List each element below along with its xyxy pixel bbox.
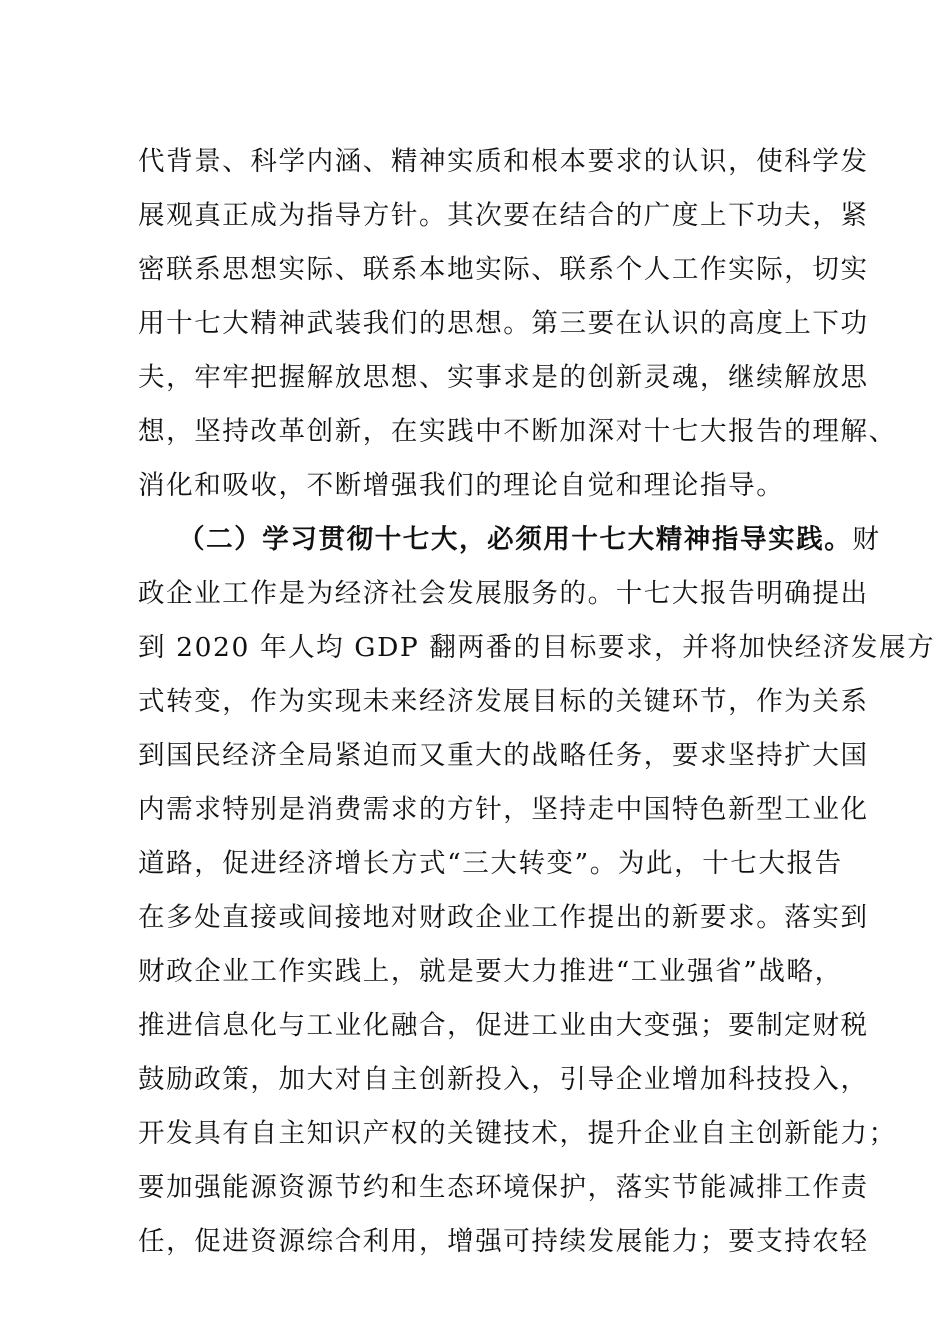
paragraph-line: 到 2020 年人均 GDP 翻两番的目标要求，并将加快经济发展方 <box>138 632 936 663</box>
heading-line-continuation: 财 <box>852 524 881 555</box>
paragraph-line: 鼓励政策，加大对自主创新投入，引导企业增加科技投入， <box>138 1064 869 1095</box>
paragraph-line: 在多处直接或间接地对财政企业工作提出的新要求。落实到 <box>138 902 869 933</box>
paragraph-line: 到国民经济全局紧迫而又重大的战略任务，要求坚持扩大国 <box>138 740 869 771</box>
paragraph-line: 政企业工作是为经济社会发展服务的。十七大报告明确提出 <box>138 578 869 609</box>
paragraph-line: 式转变，作为实现未来经济发展目标的关键环节，作为关系 <box>138 686 869 717</box>
paragraph-line: 内需求特别是消费需求的方针，坚持走中国特色新型工业化 <box>138 794 869 825</box>
paragraph-line: 密联系思想实际、联系本地实际、联系个人工作实际，切实 <box>138 254 869 285</box>
paragraph-line: 开发具有自主知识产权的关键技术，提升企业自主创新能力； <box>138 1118 897 1149</box>
paragraph-line: 要加强能源资源节约和生态环境保护，落实节能减排工作责 <box>138 1172 869 1203</box>
section-heading: （二）学习贯彻十七大，必须用十七大精神指导实践。 <box>178 524 853 555</box>
paragraph-line: 消化和吸收，不断增强我们的理论自觉和理论指导。 <box>138 470 785 501</box>
paragraph-line: 夫，牢牢把握解放思想、实事求是的创新灵魂，继续解放思 <box>138 362 869 393</box>
paragraph-2 <box>138 517 936 1273</box>
paragraph-line: 展观真正成为指导方针。其次要在结合的广度上下功夫，紧 <box>138 200 869 231</box>
paragraph-line: 想，坚持改革创新，在实践中不断加深对十七大报告的理解、 <box>138 416 897 447</box>
section-heading-line <box>138 517 881 571</box>
paragraph-line: 任，促进资源综合利用，增强可持续发展能力；要支持农轻 <box>138 1226 869 1257</box>
paragraph-line: 代背景、科学内涵、精神实质和根本要求的认识，使科学发 <box>138 146 869 177</box>
paragraph-line: 推进信息化与工业化融合，促进工业由大变强；要制定财税 <box>138 1010 869 1041</box>
paragraph-1 <box>138 139 897 517</box>
paragraph-line: 用十七大精神武装我们的思想。第三要在认识的高度上下功 <box>138 308 869 339</box>
paragraph-line: 道路，促进经济增长方式“三大转变”。为此，十七大报告 <box>138 848 843 879</box>
paragraph-line: 财政企业工作实践上，就是要大力推进“工业强省”战略， <box>138 956 843 987</box>
document-body <box>138 139 936 1273</box>
